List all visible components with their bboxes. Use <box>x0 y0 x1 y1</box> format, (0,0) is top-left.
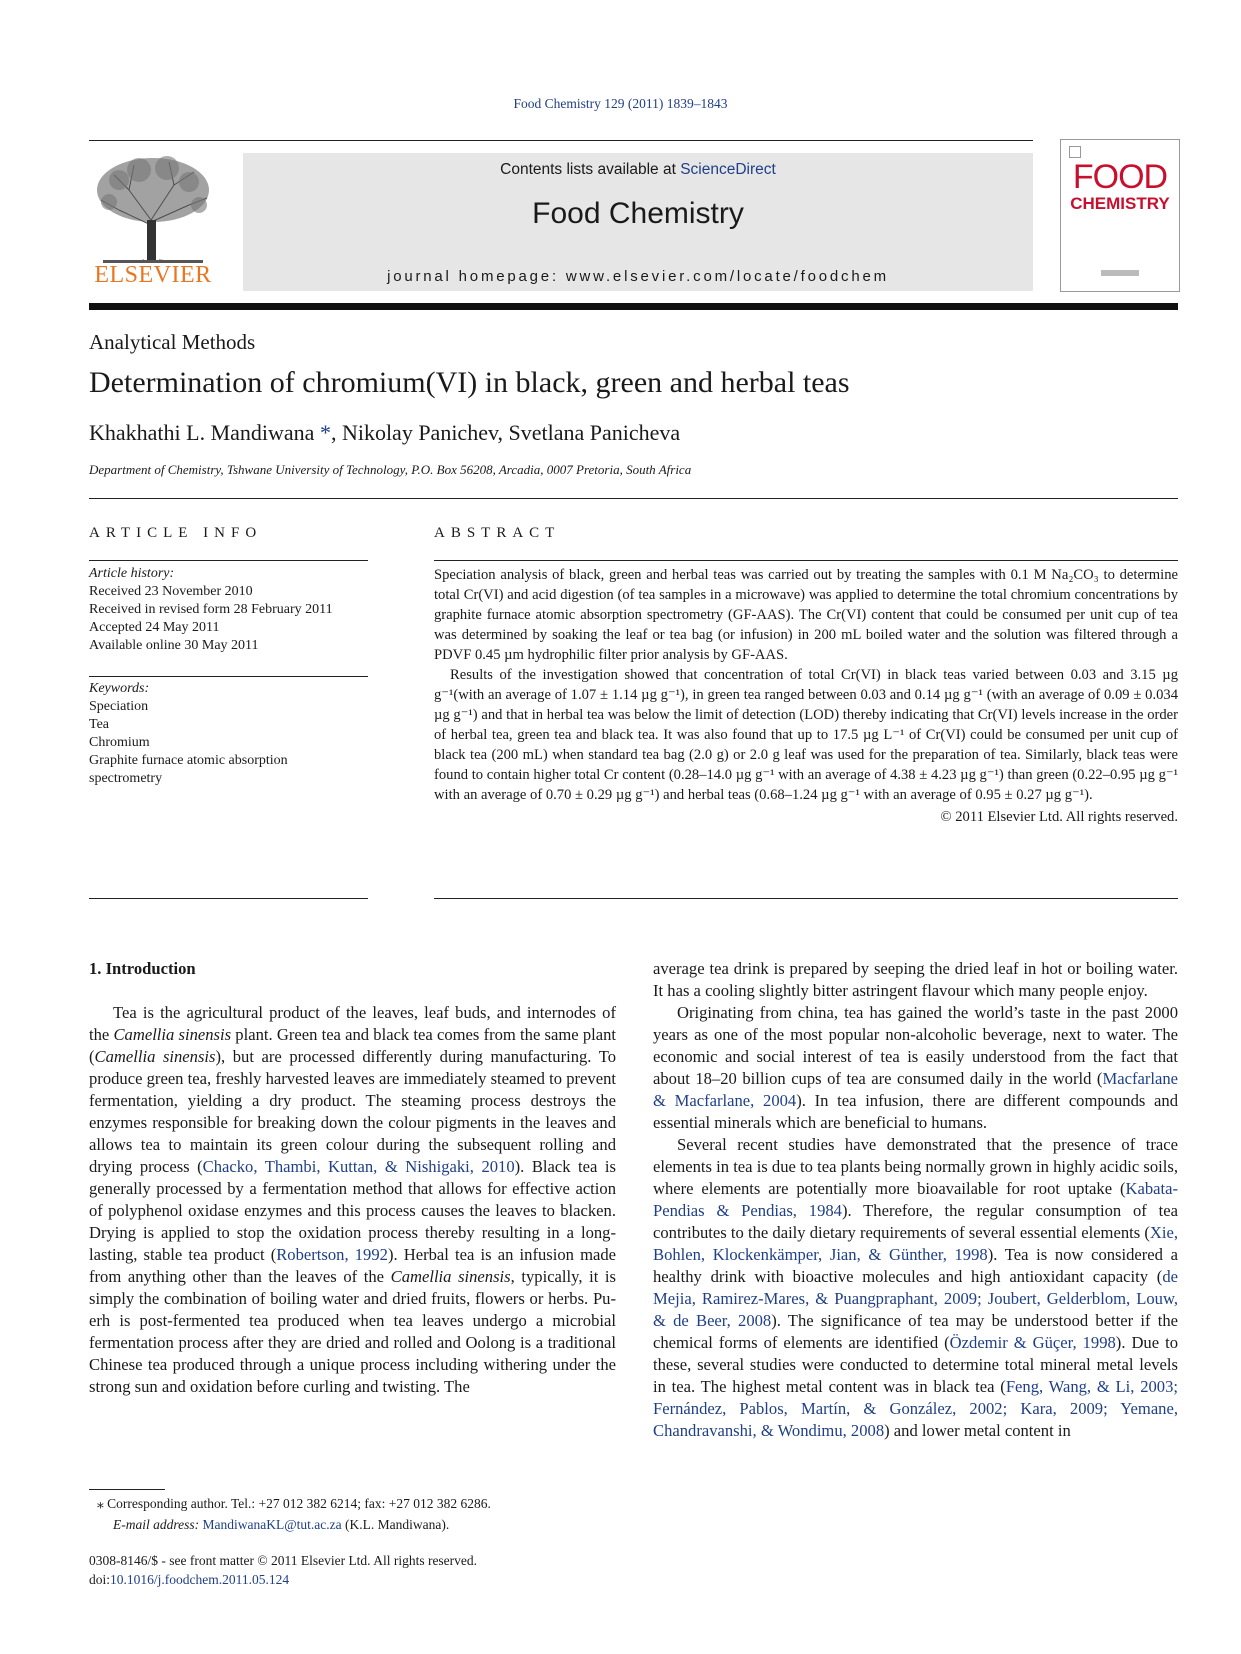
citation-link[interactable]: Özdemir & Güçer, 1998 <box>949 1333 1116 1352</box>
divider <box>434 560 1178 561</box>
citation-link[interactable]: de Mejia, Ramirez-Mares, & Puangpraphant, 2009; Joubert, Gelderblom, Louw, & de Beer, 2008 <box>653 1267 1178 1330</box>
body-paragraph: average tea drink is prepared by seeping the dried leaf in hot or boiling water. It has a cooling slightly bitter astringent flavour which many people enjoy. <box>653 959 1178 1000</box>
paper-title: Determination of chromium(VI) in black, green and herbal teas <box>89 366 850 399</box>
cover-title-food: FOOD <box>1072 158 1168 196</box>
cover-footer-mark <box>1101 270 1139 276</box>
citation-link[interactable]: Robertson, 1992 <box>276 1245 388 1264</box>
abstract-paragraph: Results of the investigation showed that concentration of total Cr(VI) in black teas varied between 0.03 and 3.15 µg g⁻¹(with an average of 1.07 ± 1.14 µg g⁻¹), in green tea ranged between 0.03 and 0.14 µg g⁻¹ (with an average of 0.09 ± 0.034 µg g⁻¹) and that in herbal tea was below the limit of detection (LOD) thereby indicating that Cr(VI) levels increase in the order of herbal tea, green tea and black tea. It was also found that up to 17.5 µg L⁻¹ of Cr(VI) could be consumed per unit cup of black tea (200 mL) when standard tea bag (2.0 g) or 2.0 g leaf was used for the preparation of tea. Similarly, black teas were found to contain higher total Cr content (0.28–14.0 µg g⁻¹ with an average of 4.38 ± 4.23 µg g⁻¹) than green (0.22–0.95 µg g⁻¹ with an average of 0.70 ± 0.29 µg g⁻¹) and herbal teas (0.68–1.24 µg g⁻¹ with an average of 0.95 ± 0.27 µg g⁻¹). <box>434 667 1178 803</box>
body-paragraph: Tea is the agricultural product of the leaves, leaf buds, and internodes of the Camellia sinensis plant. Green tea and black tea comes from the same plant (Camellia sinensis), but are processed differently during manufacturing. To produce green tea, freshly harvested leaves are immediately steamed to prevent fermentation, yielding a dry product. The steaming process destroys the enzymes responsible for breaking down the colour pigments in the leaves and allows tea to maintain its green colour during the subsequent rolling and drying process (Chacko, Thambi, Kuttan, & Nishigaki, 2010). Black tea is generally processed by a fermentation method that allows for effective action of polyphenol oxidase enzymes and this process causes the leaves to blacken. Drying is applied to stop the oxidation process thereby resulting in a long-lasting, stable tea product (Robertson, 1992). Herbal tea is an infusion made from anything other than the leaves of the Camellia sinensis, typically, it is simply the combination of boiling water and dried fruits, flowers or herbs. Pu-erh is post-fermented tea produced when tea leaves undergo a microbial fermentation process after they are dried and rolled and Oolong is a traditional Chinese tea produced through a unique process including withering under the strong sun and oxidation before curling and twisting. The <box>89 1003 617 1396</box>
body-paragraph: Originating from china, tea has gained the world’s taste in the past 2000 years as one of the most popular non-alcoholic beverage, next to water. The economic and social interest of tea is easily understood from the fact that about 18–20 billion cups of tea are consumed daily in the world (Macfarlane & Macfarlane, 2004). In tea infusion, there are different compounds and essential minerals which are beneficial to humans. <box>653 1003 1178 1132</box>
keywords <box>89 680 368 788</box>
article-info-heading: ARTICLE INFO <box>89 525 263 541</box>
contents-line <box>243 161 1033 179</box>
journal-title[interactable]: Food Chemistry <box>532 197 744 230</box>
divider <box>434 898 1178 899</box>
email-note: E-mail address: MandiwanaKL@tut.ac.za (K.L. Mandiwana). <box>113 1517 450 1532</box>
divider <box>89 898 368 899</box>
doi-link[interactable]: 10.1016/j.foodchem.2011.05.124 <box>110 1572 290 1587</box>
author-list <box>89 420 680 446</box>
header-thick-rule <box>89 303 1178 310</box>
doi-line: doi:10.1016/j.foodchem.2011.05.124 <box>89 1572 290 1587</box>
section-heading: 1. Introduction <box>89 959 196 978</box>
abstract-body <box>434 565 1178 827</box>
article-history <box>89 565 368 655</box>
front-matter-meta <box>89 1551 689 1589</box>
corresponding-author-mark[interactable]: * <box>319 420 331 445</box>
issn-line: 0308-8146/$ - see front matter © 2011 Elsevier Ltd. All rights reserved. <box>89 1553 478 1568</box>
keyword: Tea <box>89 717 110 732</box>
section-type: Analytical Methods <box>89 330 256 354</box>
journal-reference[interactable]: Food Chemistry 129 (2011) 1839–1843 <box>513 96 728 111</box>
body-right-column <box>653 958 1178 1442</box>
co-authors: , Nikolay Panichev, Svetlana Panicheva <box>330 420 681 445</box>
journal-homepage[interactable]: journal homepage: www.elsevier.com/locate/foodchem <box>387 268 889 285</box>
abstract-paragraph: Speciation analysis of black, green and herbal teas was carried out by treating the samples with 0.1 M Na₂CO₃ to determine total Cr(VI) and acid digestion (of tea samples in a microwave) was applied to determine the total chromium concentrations by graphite furnace atomic absorption spectrometry (GF-AAS). The Cr(VI) content that could be consumed per unit cup of tea was determined by soaking the leaf or tea bag (or infusion) in 200 mL boiled water and the solution was filtered through a PDVF 0.45 µm hydrophilic filter prior analysis by GF-AAS. <box>434 567 1178 663</box>
divider <box>89 560 368 561</box>
citation-link[interactable]: Feng, Wang, & Li, 2003; Fernández, Pablos, Martín, & González, 2002; Kara, 2009; Yemane, Chandravanshi, & Wondimu, 2008 <box>653 1377 1178 1440</box>
history-item: Received 23 November 2010 <box>89 584 253 599</box>
author-name: Khakhathi L. Mandiwana <box>89 420 315 445</box>
citation-link[interactable]: Kabata-Pendias & Pendias, 1984 <box>653 1179 1178 1220</box>
copyright-line: © 2011 Elsevier Ltd. All rights reserved. <box>940 809 1178 825</box>
cover-title-chemistry: CHEMISTRY <box>1070 194 1170 213</box>
keyword: Graphite furnace atomic absorption <box>89 753 288 768</box>
citation-link[interactable]: Chacko, Thambi, Kuttan, & Nishigaki, 2010 <box>202 1157 515 1176</box>
divider <box>89 676 368 677</box>
history-item: Received in revised form 28 February 2011 <box>89 602 333 617</box>
body-paragraph: Several recent studies have demonstrated that the presence of trace elements in tea is due to tea plants being normally grown in highly acidic soils, where elements are potentially more bioavailable for root uptake (Kabata-Pendias & Pendias, 1984). Therefore, the regular consumption of tea contributes to the daily dietary requirements of several essential elements (Xie, Bohlen, Klockenkämper, Jian, & Günther, 1998). Tea is now considered a healthy drink with bioactive molecules and high antioxidant capacity (de Mejia, Ramirez-Mares, & Puangpraphant, 2009; Joubert, Gelderblom, Louw, & de Beer, 2008). The significance of tea may be understood better if the chemical forms of elements are identified (Özdemir & Güçer, 1998). Due to these, several studies were conducted to determine total mineral metal levels in tea. The highest metal content was in black tea (Feng, Wang, & Li, 2003; Fernández, Pablos, Martín, & González, 2002; Kara, 2009; Yemane, Chandravanshi, & Wondimu, 2008) and lower metal content in <box>653 1135 1179 1440</box>
abstract-heading: ABSTRACT <box>434 525 561 541</box>
history-item: Available online 30 May 2011 <box>89 638 259 653</box>
keyword: Chromium <box>89 735 150 750</box>
footnote-rule <box>89 1489 165 1490</box>
cover-badge-icon <box>1069 146 1081 158</box>
keywords-label: Keywords: <box>89 681 150 696</box>
keyword: spectrometry <box>89 771 163 786</box>
corresponding-author-note: ⁎ Corresponding author. Tel.: +27 012 382 6214; fax: +27 012 382 6286. <box>97 1496 491 1511</box>
sciencedirect-link[interactable]: ScienceDirect <box>680 161 776 178</box>
history-item: Accepted 24 May 2011 <box>89 620 220 635</box>
elsevier-wordmark: ELSEVIER <box>94 262 212 288</box>
contents-prefix: Contents lists available at <box>500 161 681 178</box>
history-label: Article history: <box>89 566 175 581</box>
keyword: Speciation <box>89 699 149 714</box>
citation-link[interactable]: Macfarlane & Macfarlane, 2004 <box>653 1069 1178 1110</box>
divider <box>89 498 1178 499</box>
top-rule <box>89 140 1033 141</box>
email-link[interactable]: MandiwanaKL@tut.ac.za <box>202 1517 342 1532</box>
journal-header-band <box>243 153 1033 291</box>
footnote <box>89 1493 616 1535</box>
body-left-column <box>89 958 616 1398</box>
journal-cover[interactable] <box>1060 139 1180 292</box>
citation-link[interactable]: Xie, Bohlen, Klockenkämper, Jian, & Günther, 1998 <box>653 1223 1178 1264</box>
affiliation: Department of Chemistry, Tshwane University of Technology, P.O. Box 56208, Arcadia, 0007 Pretoria, South Africa <box>89 462 692 477</box>
elsevier-logo[interactable] <box>89 150 217 290</box>
